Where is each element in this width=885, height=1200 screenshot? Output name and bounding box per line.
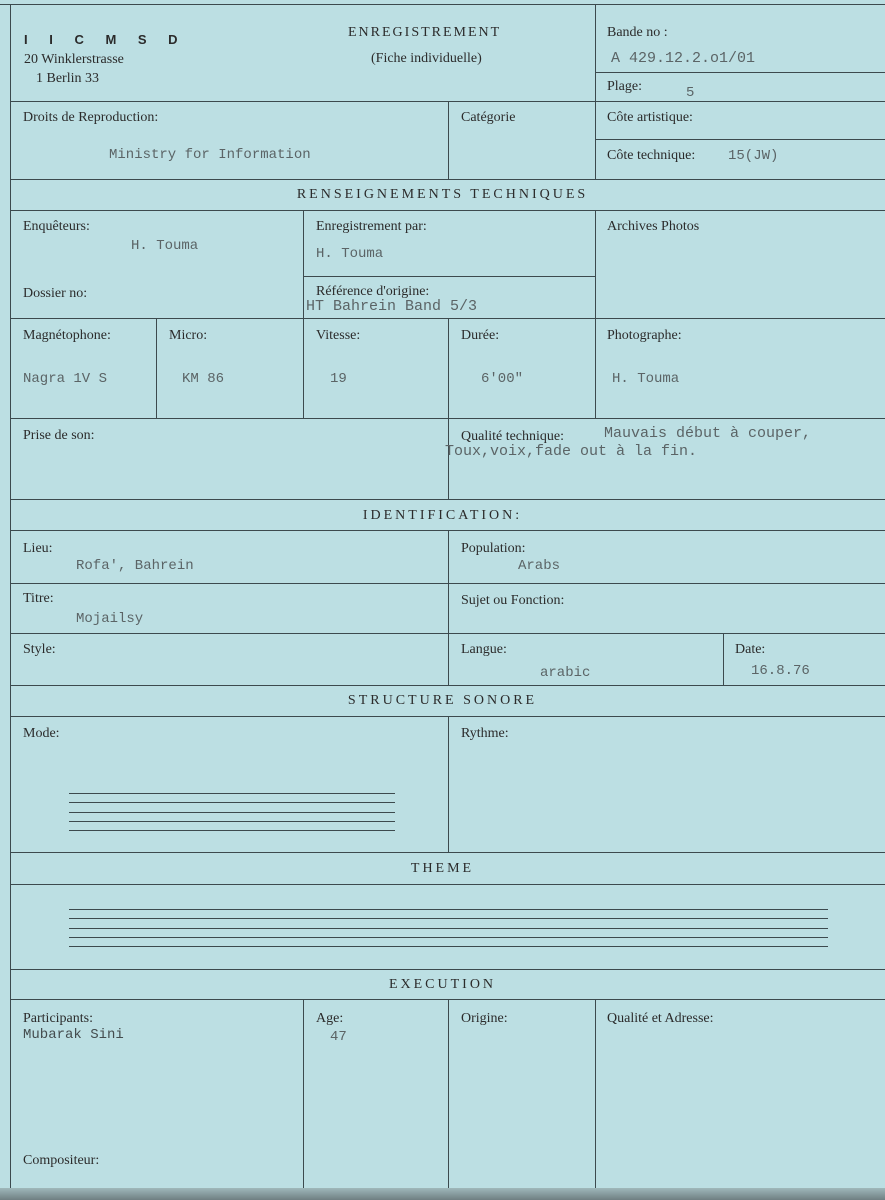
qualite-adresse-label: Qualité et Adresse: <box>607 1011 714 1026</box>
rule-archives-left <box>595 210 596 318</box>
mode-line-5 <box>69 830 395 831</box>
rythme-label: Rythme: <box>461 726 509 741</box>
date-value: 16.8.76 <box>751 663 810 679</box>
mode-line-4 <box>69 821 395 822</box>
form-title: ENREGISTREMENT <box>348 25 502 40</box>
origine-label: Origine: <box>461 1011 508 1026</box>
rule-tech-title-bottom <box>10 210 885 211</box>
titre-label: Titre: <box>23 591 54 606</box>
rule-theme-title-bottom <box>10 884 885 885</box>
theme-line-1 <box>69 909 828 910</box>
photographe-label: Photographe: <box>607 328 682 343</box>
magnetophone-value: Nagra 1V S <box>23 371 108 387</box>
date-label: Date: <box>735 642 766 657</box>
theme-line-3 <box>69 928 828 929</box>
prise-de-son-label: Prise de son: <box>23 428 95 443</box>
execution-section-title: EXECUTION <box>388 977 497 992</box>
structure-section-title: STRUCTURE SONORE <box>347 693 538 708</box>
cote-technique-value: 15(JW) <box>728 148 779 164</box>
cote-artistique-label: Côte artistique: <box>607 110 693 125</box>
address-line-1: 20 Winklerstrasse <box>24 52 124 67</box>
rule-header-divider <box>595 4 596 101</box>
mode-line-2 <box>69 802 395 803</box>
org-logo: I I C M S D <box>24 32 187 47</box>
theme-line-2 <box>69 918 828 919</box>
rule-cote <box>595 139 885 140</box>
micro-value: KM 86 <box>182 371 225 387</box>
participants-label: Participants: <box>23 1011 93 1026</box>
qualite-technique-value-2: Toux,voix,fade out à la fin. <box>445 443 698 460</box>
mode-line-3 <box>69 812 395 813</box>
rule-rights-bottom <box>10 179 885 180</box>
participants-value: Mubarak Sini <box>23 1027 124 1043</box>
cote-technique-label: Côte technique: <box>607 148 696 163</box>
bande-value: A 429.12.2.o1/01 <box>611 50 756 67</box>
theme-line-5 <box>69 946 828 947</box>
rule-categorie-right <box>595 101 596 179</box>
rule-top <box>0 4 885 5</box>
form-subtitle: (Fiche individuelle) <box>371 51 482 66</box>
droits-value: Ministry for Information <box>109 147 311 163</box>
lieu-value: Rofa', Bahrein <box>76 558 194 574</box>
address-line-2: 1 Berlin 33 <box>36 71 99 86</box>
langue-value: arabic <box>540 665 591 681</box>
rule-date-left <box>723 633 724 685</box>
magnetophone-label: Magnétophone: <box>23 328 111 343</box>
duree-label: Durée: <box>461 328 500 343</box>
rule-left-edge <box>10 4 11 1188</box>
dossier-label: Dossier no: <box>23 286 88 301</box>
lieu-label: Lieu: <box>23 541 53 556</box>
rule-theme-bottom <box>10 969 885 970</box>
enregistrement-par-label: Enregistrement par: <box>316 219 427 234</box>
sujet-fonction-label: Sujet ou Fonction: <box>461 593 565 608</box>
enqueteurs-label: Enquêteurs: <box>23 219 90 234</box>
plage-value: 5 <box>686 85 695 101</box>
rule-plage <box>595 72 885 73</box>
qualite-technique-label: Qualité technique: <box>461 429 565 444</box>
droits-label: Droits de Reproduction: <box>23 110 159 125</box>
rule-prise-bottom <box>10 499 885 500</box>
identification-section-title: IDENTIFICATION: <box>362 508 523 523</box>
categorie-label: Catégorie <box>461 110 516 125</box>
langue-label: Langue: <box>461 642 507 657</box>
rule-ident-divider <box>448 530 449 685</box>
compositeur-label: Compositeur: <box>23 1153 100 1168</box>
age-label: Age: <box>316 1011 344 1026</box>
rule-enreg-left <box>303 210 304 318</box>
titre-value: Mojailsy <box>76 611 144 627</box>
micro-label: Micro: <box>169 328 208 343</box>
reference-label: Référence d'origine: <box>316 284 430 299</box>
rule-duree-left <box>448 318 449 418</box>
rule-reference-top <box>303 276 595 277</box>
qualite-technique-value-1: Mauvais début à couper, <box>604 425 812 442</box>
enregistrement-par-value: H. Touma <box>316 246 384 262</box>
age-value: 47 <box>330 1029 347 1045</box>
theme-line-4 <box>69 937 828 938</box>
reference-value: HT Bahrein Band 5/3 <box>306 298 478 315</box>
card-bottom-edge <box>0 1188 885 1200</box>
vitesse-label: Vitesse: <box>316 328 361 343</box>
duree-value: 6'00" <box>481 371 524 387</box>
archives-photos-label: Archives Photos <box>607 219 700 234</box>
rule-style-bottom <box>10 685 885 686</box>
rule-micro-left <box>156 318 157 418</box>
population-label: Population: <box>461 541 526 556</box>
photographe-value: H. Touma <box>612 371 680 387</box>
rule-mode-bottom <box>10 852 885 853</box>
rule-qualite-adresse-left <box>595 999 596 1188</box>
rule-vitesse-left <box>303 318 304 418</box>
rule-rythme-left <box>448 716 449 852</box>
rule-origine-left <box>448 999 449 1188</box>
plage-label: Plage: <box>607 79 642 94</box>
vitesse-value: 19 <box>330 371 347 387</box>
style-label: Style: <box>23 642 56 657</box>
population-value: Arabs <box>518 558 561 574</box>
rule-categorie-left <box>448 101 449 179</box>
bande-label: Bande no : <box>607 25 668 40</box>
mode-line-1 <box>69 793 395 794</box>
rule-age-left <box>303 999 304 1188</box>
theme-section-title: THEME <box>410 861 475 876</box>
mode-label: Mode: <box>23 726 60 741</box>
rule-photographe-left <box>595 318 596 418</box>
enqueteurs-value: H. Touma <box>131 238 199 254</box>
tech-section-title: RENSEIGNEMENTS TECHNIQUES <box>296 187 589 202</box>
